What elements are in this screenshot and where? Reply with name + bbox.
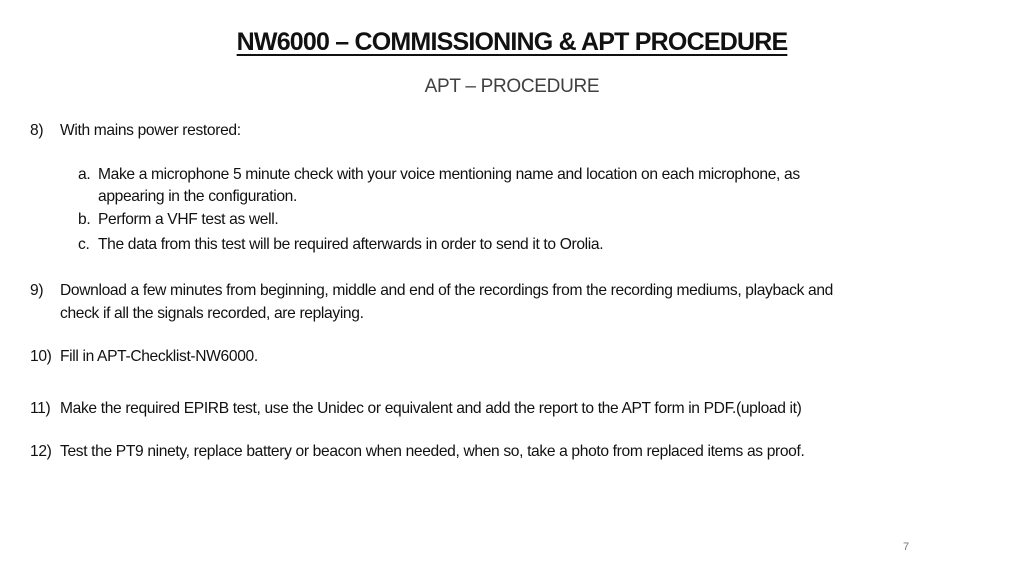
item-text: With mains power restored: <box>60 122 241 139</box>
subitem-text: Make a microphone 5 minute check with your voice mentioning name and location on each microphone, as <box>98 166 800 183</box>
item-number: 10) <box>30 348 52 365</box>
item-text: Fill in APT-Checklist-NW6000. <box>60 348 258 365</box>
item-text: Test the PT9 ninety, replace battery or beacon when needed, when so, take a photo from replaced items as proof. <box>60 443 805 460</box>
item-number: 8) <box>30 122 44 139</box>
subitem-text: appearing in the configuration. <box>98 188 297 205</box>
subitem-text: The data from this test will be required afterwards in order to send it to Orolia. <box>98 236 604 253</box>
subitem-letter: a. <box>78 166 91 183</box>
slide-title: NW6000 – COMMISSIONING & APT PROCEDURE <box>236 28 788 56</box>
item-number: 11) <box>30 400 51 417</box>
item-text: Make the required EPIRB test, use the Unidec or equivalent and add the report to the APT form in PDF.(upload it) <box>60 400 802 417</box>
page-number: 7 <box>903 541 910 553</box>
item-text: Download a few minutes from beginning, middle and end of the recordings from the recording mediums, playback and <box>60 282 833 299</box>
subitem-letter: c. <box>78 236 90 253</box>
item-number: 12) <box>30 443 52 460</box>
item-text: check if all the signals recorded, are replaying. <box>60 305 364 322</box>
item-number: 9) <box>30 282 44 299</box>
slide-subtitle: APT – PROCEDURE <box>424 76 600 97</box>
subitem-text: Perform a VHF test as well. <box>98 211 279 228</box>
subitem-letter: b. <box>78 211 91 228</box>
